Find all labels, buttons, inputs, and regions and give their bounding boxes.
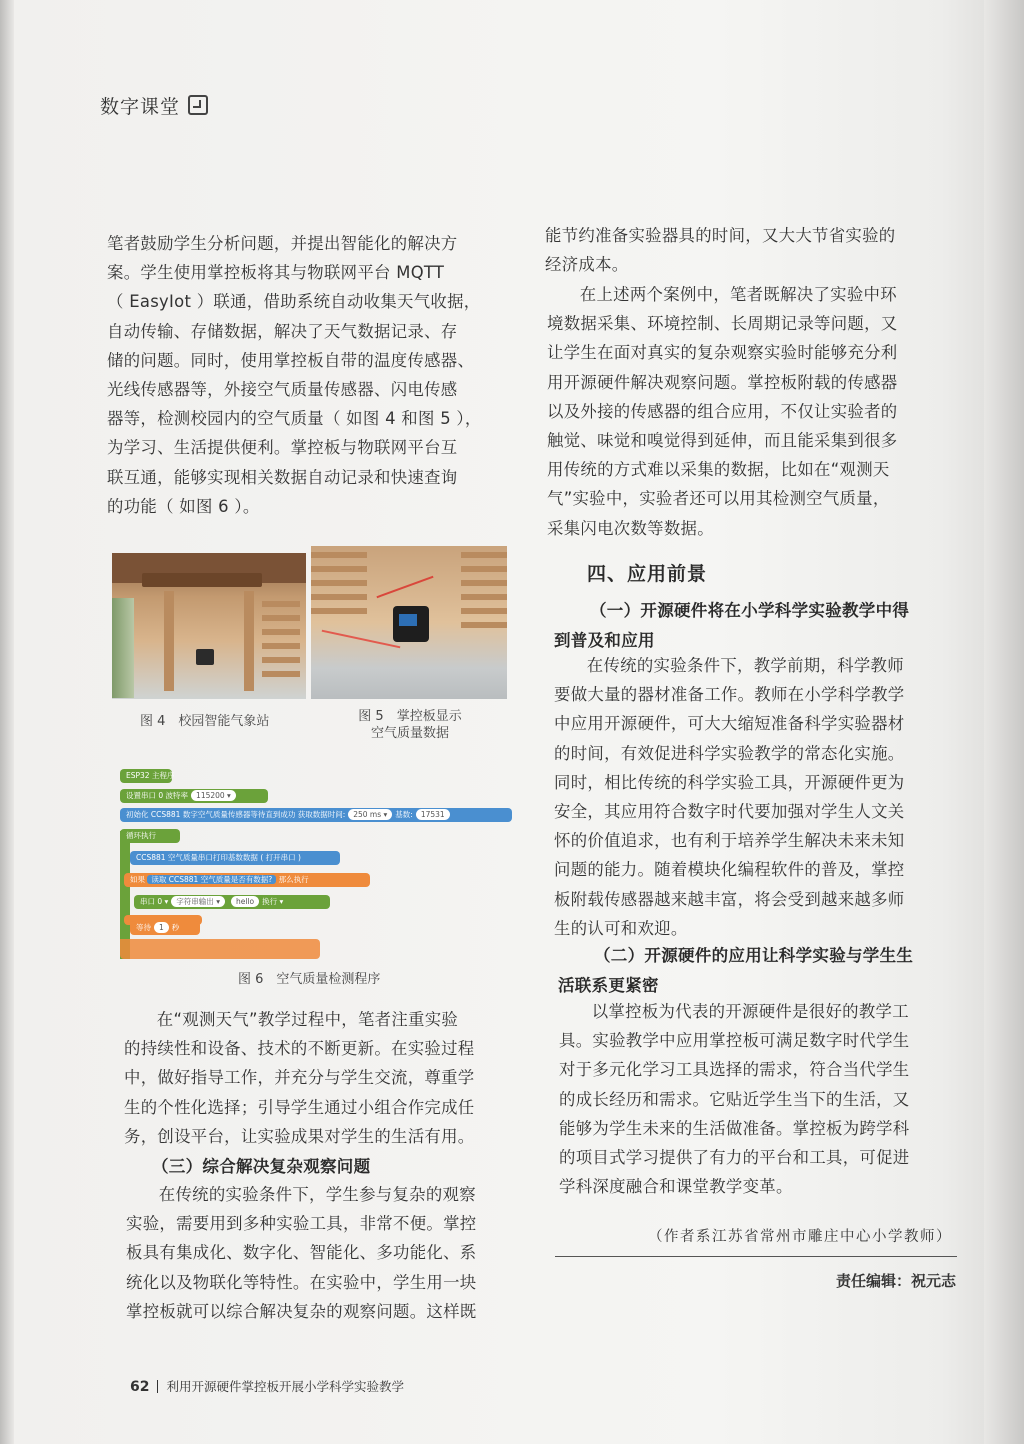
text-line: 生的个性化选择；引导学生通过小组合作完成任	[124, 1097, 475, 1117]
block-serial-output: 串口 0 ▾ 字符串输出 ▾ hello 换行 ▾	[134, 895, 330, 909]
heading-line: （二）开源硬件的应用让科学实验与学生生	[594, 946, 914, 965]
paragraph-right-3	[554, 651, 952, 943]
text-line: 板附载传感器越来越丰富，将会受到越来越多师	[554, 889, 905, 909]
block-print: CCS881 空气质量串口打印基数数据 ( 打开串口 )	[130, 851, 340, 865]
text-line: 能够为学生未来的生活做准备。掌控板为跨学科	[559, 1118, 910, 1138]
page-edge-right	[984, 0, 1024, 1444]
figure-5-caption	[345, 708, 475, 742]
text-line: 境数据采集、环境控制、长周期记录等问题，又	[547, 314, 898, 334]
text-line: 为学习、生活提供便利。掌控板与物联网平台互	[107, 438, 458, 458]
block-main: ESP32 主程序	[120, 769, 172, 783]
text-line: 器等，检测校园内的空气质量（ 如图 4 和图 5 ），	[107, 409, 482, 429]
paragraph-left-2	[124, 1005, 520, 1151]
text-line: 能节约准备实验器具的时间，又大大节省实验的	[545, 226, 896, 245]
heading-section-4: 四、应用前景	[587, 563, 708, 585]
text-line: 中应用开源硬件，可大大缩短准备科学实验器材	[554, 714, 905, 734]
text-line: 储的问题。同时，使用掌控板自带的温度传感器、	[107, 350, 475, 370]
text-line: 对于多元化学习工具选择的需求，符合当代学生	[559, 1060, 910, 1080]
text-line: 在“观测天气”教学过程中，笔者注重实验	[156, 1010, 459, 1029]
text-line: 务，创设平台，让实验成果对学生的生活有用。	[124, 1126, 475, 1146]
paragraph-left-3	[126, 1180, 522, 1326]
text-line: 问题的能力。随着模块化编程软件的普及，掌控	[554, 860, 905, 880]
block-init-sensor: 初始化 CCS881 数字空气质量传感器等待直到成功 获取数据时间: 250 ms ▾ 基数: 17531	[120, 808, 512, 822]
text-line: 在传统的实验条件下，学生参与复杂的观察	[158, 1185, 476, 1204]
text-line: 在上述两个案例中，笔者既解决了实验中环	[579, 285, 897, 304]
heading-line: 到普及和应用	[554, 631, 655, 650]
divider-line	[555, 1256, 957, 1257]
text-line: （ EasyIot ）联通，借助系统自动收集天气收据，	[107, 292, 481, 312]
running-title: 利用开源硬件掌控板开展小学科学实验教学	[166, 1379, 404, 1394]
text-line: 的功能（ 如图 6 ）。	[107, 496, 260, 516]
text-line: 在传统的实验条件下，教学前期，科学教师	[586, 656, 904, 675]
text-line: 同时，相比传统的科学实验工具，开源硬件更为	[554, 772, 905, 792]
text-line: 实验，需要用到多种实验工具，非常不便。掌控	[126, 1214, 477, 1234]
text-line: 的成长经历和需求。它贴近学生当下的生活，又	[559, 1089, 910, 1109]
block-serial-baud: 设置串口 0 波特率 115200 ▾	[120, 789, 268, 803]
text-line: 安全，其应用符合数字时代要加强对学生人文关	[554, 802, 905, 822]
heading-subsection-2	[558, 941, 913, 1001]
text-line: 的持续性和设备、技术的不断更新。在实验过程	[124, 1039, 475, 1059]
heading-line: 活联系更紧密	[558, 976, 659, 995]
text-line: 采集闪电次数等数据。	[547, 518, 714, 538]
text-line: 统化以及物联化等特性。在实验中，学生用一块	[126, 1272, 477, 1292]
text-line: 掌控板就可以综合解决复杂的观察问题。这样既	[126, 1301, 477, 1321]
text-line: 气”实验中，实验者还可以用其检测空气质量，	[547, 489, 890, 509]
figure-5-photo	[311, 546, 507, 699]
page-edge-left	[0, 0, 14, 1444]
text-line: 怀的价值追求，也有利于培养学生解决未来未知	[554, 831, 905, 851]
responsible-editor: 责任编辑：祝元志	[835, 1272, 956, 1290]
figure-5-caption-line: 空气质量数据	[370, 726, 449, 741]
text-line: 生的认可和欢迎。	[554, 918, 688, 938]
figure-5-caption-line: 图 5 掌控板显示	[358, 709, 462, 724]
text-line: 经济成本。	[545, 255, 629, 275]
block-if: 如果 读取 CCS881 空气质量是否有数据? 那么执行	[124, 873, 370, 887]
block-loop: 循环执行	[120, 829, 180, 843]
figure-4-photo	[112, 553, 306, 699]
author-signature: （作者系江苏省常州市雕庄中心小学教师）	[648, 1229, 952, 1245]
paragraph-left-1	[107, 229, 507, 521]
figure-6-block-program	[120, 765, 512, 960]
paragraph-right-1	[545, 221, 945, 279]
column-logo-icon	[188, 95, 208, 115]
text-line: 以掌控板为代表的开源硬件是很好的教学工	[591, 1002, 909, 1021]
heading-line: （一）开源硬件将在小学科学实验教学中得	[590, 601, 910, 620]
text-line: 中，做好指导工作，并充分与学生交流，尊重学	[124, 1068, 475, 1088]
text-line: 自动传输、存储数据，解决了天气数据记录、存	[107, 321, 458, 341]
paragraph-right-2	[547, 280, 947, 543]
page-number: 62	[130, 1379, 150, 1395]
text-line: 具。实验教学中应用掌控板可满足数字时代学生	[559, 1031, 910, 1051]
heading-subsection-3: （三）综合解决复杂观察问题	[152, 1157, 371, 1176]
text-line: 光线传感器等，外接空气质量传感器、闪电传感	[107, 380, 458, 400]
text-line: 案。学生使用掌控板将其与物联网平台 MQTT	[107, 263, 445, 283]
figure-4-caption: 图 4 校园智能气象站	[140, 714, 270, 729]
footer-separator	[157, 1380, 158, 1393]
text-line: 的时间，有效促进科学实验教学的常态化实施。	[554, 743, 905, 763]
text-line: 让学生在面对真实的复杂观察实验时能够充分利	[547, 343, 898, 363]
text-line: 的项目式学习提供了有力的平台和工具，可促进	[559, 1148, 910, 1168]
text-line: 学科深度融合和课堂教学变革。	[559, 1177, 793, 1197]
figure-6-caption: 图 6 空气质量检测程序	[238, 972, 381, 987]
text-line: 用传统的方式难以采集的数据，比如在“观测天	[547, 460, 890, 480]
text-line: 触觉、味觉和嗅觉得到延伸，而且能采集到很多	[547, 431, 898, 451]
column-header	[100, 92, 208, 119]
paragraph-right-4	[559, 997, 957, 1201]
column-title: 数字课堂	[100, 96, 181, 118]
text-line: 用开源硬件解决观察问题。掌控板附载的传感器	[547, 372, 898, 392]
block-wait: 等待 1 秒	[130, 921, 200, 935]
text-line: 笔者鼓励学生分析问题，并提出智能化的解决方	[107, 234, 458, 253]
page-footer	[130, 1377, 404, 1395]
heading-subsection-1	[554, 596, 909, 656]
text-line: 板具有集成化、数字化、智能化、多功能化、系	[126, 1243, 477, 1263]
text-line: 联互通，能够实现相关数据自动记录和快速查询	[107, 467, 458, 487]
text-line: 以及外接的传感器的组合应用，不仅让实验者的	[547, 401, 898, 421]
text-line: 要做大量的器材准备工作。教师在小学科学教学	[554, 685, 905, 705]
